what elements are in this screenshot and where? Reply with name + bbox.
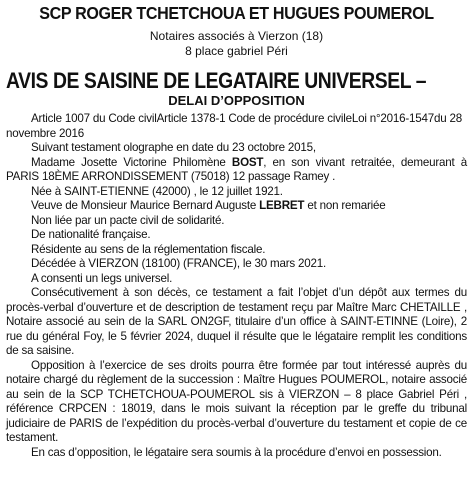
deposit-paragraph: Consécutivement à son décès, ce testament a fait l’objet d’un dépôt aux termes du procès-verbal d’ouverture et de description de testament reçu par Maître Marc CHETAILLE , Notaire associé au sein de la SARL ON2GF, titulaire d’un office à SAINT-ETINNE (Loire), 2 rue du général Foy, le 5 février 2024, duquel il résulte que le légataire remplit les conditions de sa saisine. [6, 286, 467, 357]
legacy-type: A consenti un legs universel. [31, 271, 173, 285]
firm-address-block [6, 29, 467, 59]
legal-references: Article 1007 du Code civilArticle 1378-1 Code de procédure civileLoi n°2016-1547du 28 novembre 2016 [6, 112, 463, 140]
marital-status-pre: Veuve de Monsieur Maurice Bernard Auguste [31, 199, 260, 212]
deceased-surname: BOST [231, 155, 264, 169]
firm-line-1: Notaires associés à Vierzon (18) [149, 29, 324, 43]
opposition-paragraph: Opposition à l’exercice de ses droits pourra être formée par tout intéressé auprès du notaire chargé du règlement de la succession : Maître Hugues POUMEROL, notaire associé au sein de la SCP TCHETCHOUA-POUMEROL sis à VIERZON – 8 place Gabriel Péri , référence CRPCEN : 18019, dans le mois suivant la réception par le greffe du tribunal judiciaire de PARIS de l’expédition du procès-verbal d’ouverture du testament et copie de ce testament. [6, 358, 467, 444]
spouse-surname: LEBRET [259, 199, 305, 212]
notice-title: AVIS DE SAISINE DE LEGATAIRE UNIVERSEL – [6, 68, 427, 93]
firm-line-2: 8 place gabriel Péri [185, 44, 288, 58]
notice-subtitle: DELAI D’OPPOSITION [168, 93, 305, 108]
notice-body [6, 112, 467, 460]
birth-info: Née à SAINT-ETIENNE (42000) , le 12 juillet 1921. [31, 184, 283, 198]
nationality: De nationalité française. [31, 228, 151, 241]
marital-status [6, 199, 467, 214]
fiscal-residence: Résidente au sens de la réglementation fiscale. [31, 242, 266, 256]
testament-date: Suivant testament olographe en date du 23 octobre 2015, [31, 141, 316, 154]
deceased-identity-pre: Madame Josette Victorine Philomène [31, 155, 232, 169]
firm-name: SCP ROGER TCHETCHOUA ET HUGUES POUMEROL [39, 3, 434, 23]
legal-notice-page [0, 3, 473, 493]
death-info: Décédée à VIERZON (18100) (FRANCE), le 30 mars 2021. [31, 257, 327, 270]
marital-status-post: et non remariée [304, 199, 386, 212]
pacs-status: Non liée par un pacte civil de solidarité. [31, 213, 225, 227]
deceased-identity-post: , en son vivant retraitée, demeurant à PARIS 18ÈME ARRONDISSEMENT (75018) 12 passage Ramey . [6, 155, 467, 183]
deceased-identity [6, 156, 467, 185]
closing-paragraph: En cas d’opposition, le légataire sera soumis à la procédure d’envoi en possession. [31, 445, 442, 459]
